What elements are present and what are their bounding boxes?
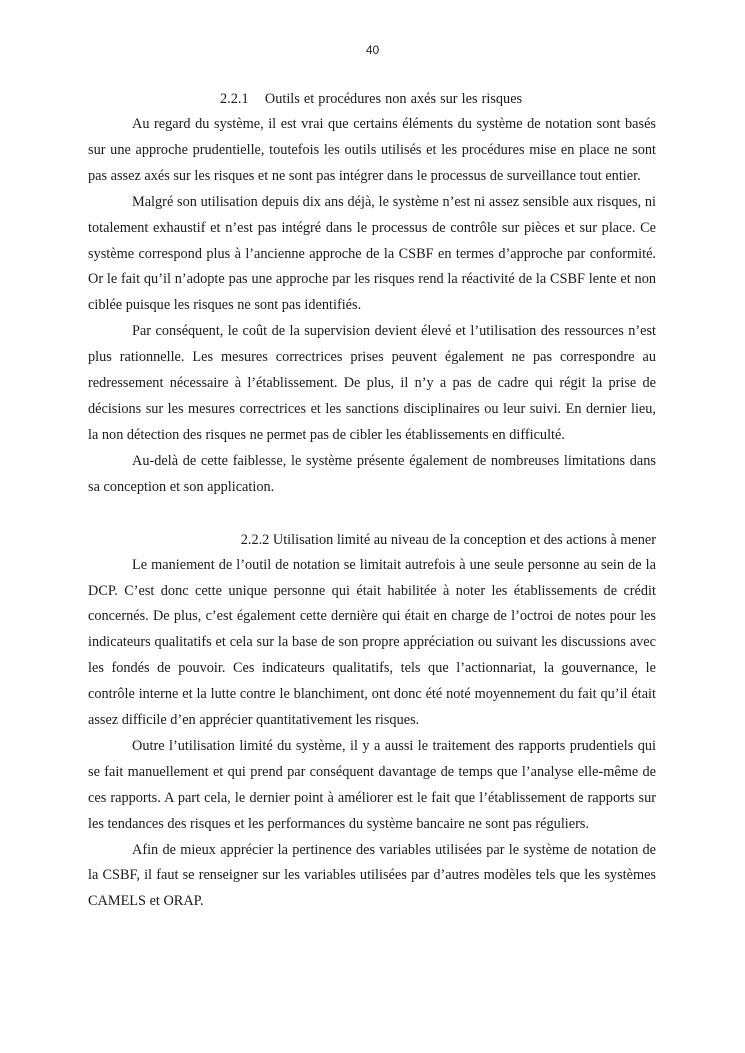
section-heading-2-2-2: 2.2.2 Utilisation limité au niveau de la conception et des actions à mener xyxy=(240,531,656,548)
paragraph: Le maniement de l’outil de notation se limitait autrefois à une seule personne au sein de la DCP. C’est donc cette unique personne qui était habilitée à noter les établissements de crédit concernés. De plus, c’est également cette dernière qui était en charge de l’octroi de notes pour les indicateurs qualitatifs et cela sur la base de son propre appréciation ou suivant les discussions avec les fondés de pouvoir. Ces indicateurs qualitatifs, tels que l’actionnariat, la gouvernance, le contrôle interne et la lutte contre le blanchiment, ont donc été noté moyennement du fait qu’il était assez difficile d’en apprécier quantitativement les risques. xyxy=(88,556,656,729)
paragraph: Par conséquent, le coût de la supervision devient élevé et l’utilisation des ressources n’est plus rationnelle. Les mesures correctrices prises peuvent également ne pas correspondre au redressement nécessaire à l’établissement. De plus, il n’y a pas de cadre qui régit la prise de décisions sur les mesures correctrices et les sanctions disciplinaires ou leur suivi. En dernier lieu, la non détection des risques ne permet pas de cibler les établissements en difficulté. xyxy=(88,323,656,443)
section-heading-2-2-1: 2.2.1 Outils et procédures non axés sur les risques xyxy=(220,91,523,107)
paragraph: Au-delà de cette faiblesse, le système présente également de nombreuses limitations dans sa conception et son application. xyxy=(88,452,656,495)
page-number: 40 xyxy=(365,43,380,57)
paragraph: Outre l’utilisation limité du système, il y a aussi le traitement des rapports prudentiels qui se fait manuellement et qui prend par conséquent davantage de temps que l’analyse elle-même de ces rapports. A part cela, le dernier point à améliorer est le fait que l’établissement de rapports sur les tendances des risques et les performances du système bancaire ne sont pas réguliers. xyxy=(88,737,656,832)
document-body xyxy=(88,86,656,915)
paragraph: Malgré son utilisation depuis dix ans déjà, le système n’est ni assez sensible aux risques, ni totalement exhaustif et n’est pas intégré dans le processus de contrôle sur pièces et sur place. Ce système correspond plus à l’ancienne approche de la CSBF en termes d’approche par conformité. Or le fait qu’il n’adopte pas une approche par les risques rend la réactivité de la CSBF lente et non ciblée puisque les risques ne sont pas identifiés. xyxy=(88,193,656,314)
paragraph: Au regard du système, il est vrai que certains éléments du système de notation sont basés sur une approche prudentielle, toutefois les outils utilisés et les procédures mise en place ne sont pas assez axés sur les risques et ne sont pas intégrer dans le processus de surveillance tout entier. xyxy=(88,116,656,184)
section-spacer xyxy=(88,501,656,527)
paragraph: Afin de mieux apprécier la pertinence des variables utilisées par le système de notation de la CSBF, il faut se renseigner sur les variables utilisées par d’autres modèles tels que les systèmes CAMELS et ORAP. xyxy=(88,841,656,910)
